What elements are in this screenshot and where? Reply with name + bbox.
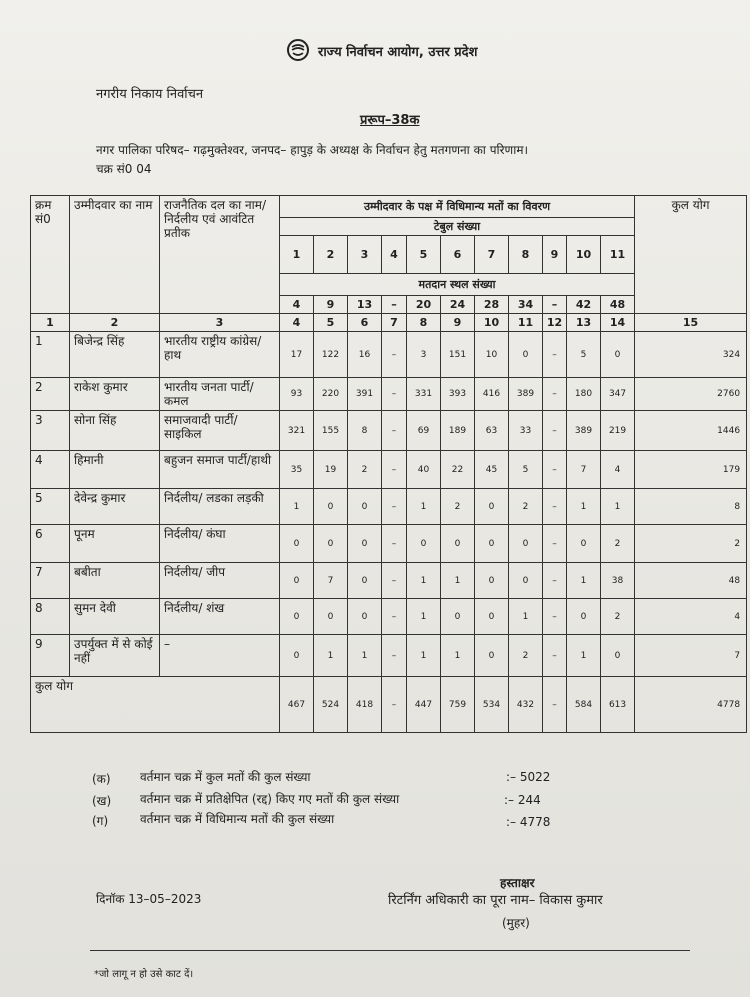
row-vote-cell: – (543, 635, 567, 677)
row-party-symbol: निर्दलीय/ शंख (160, 599, 280, 635)
booth-number-cell: 4 (280, 296, 314, 314)
row-vote-cell: – (382, 332, 407, 378)
row-serial: 2 (31, 378, 70, 411)
summary-key: (क) (92, 772, 111, 786)
booth-number-cell: – (543, 296, 567, 314)
grand-total-cell: 534 (475, 677, 509, 733)
round-number: चक्र सं0 04 (96, 162, 152, 176)
row-vote-cell: 180 (567, 378, 601, 411)
row-vote-cell: – (382, 635, 407, 677)
booth-number-cell: 42 (567, 296, 601, 314)
row-vote-cell: 7 (314, 563, 348, 599)
row-vote-cell: 389 (509, 378, 543, 411)
header-party: राजनैतिक दल का नाम/ निर्दलीय एवं आवंटित प्रतीक (160, 196, 280, 314)
row-total: 2 (635, 525, 747, 563)
header-booth-number: मतदान स्थल संख्या (280, 274, 635, 296)
row-vote-cell: 0 (407, 525, 441, 563)
row-vote-cell: 7 (567, 451, 601, 489)
booth-number-cell: 9 (314, 296, 348, 314)
row-vote-cell: 1 (407, 599, 441, 635)
row-vote-cell: 8 (348, 411, 382, 451)
row-candidate-name: सुमन देवी (70, 599, 160, 635)
column-index-cell: 12 (543, 314, 567, 332)
row-vote-cell: 0 (348, 489, 382, 525)
row-vote-cell: 0 (475, 525, 509, 563)
grand-total-cell: 418 (348, 677, 382, 733)
row-vote-cell: 22 (441, 451, 475, 489)
row-vote-cell: 1 (314, 635, 348, 677)
subject-line: नगर पालिका परिषद– गढ़मुक्तेश्वर, जनपद– हापुड़ के अध्यक्ष के निर्वाचन हेतु मतगणना का परिणाम। (96, 143, 529, 157)
row-vote-cell: – (543, 332, 567, 378)
row-vote-cell: 45 (475, 451, 509, 489)
table-row (31, 451, 747, 489)
booth-number-cell: – (382, 296, 407, 314)
row-vote-cell: 0 (314, 599, 348, 635)
row-vote-cell: 0 (348, 525, 382, 563)
column-index-cell: 8 (407, 314, 441, 332)
table-number-cell: 6 (441, 236, 475, 274)
row-vote-cell: 1 (348, 635, 382, 677)
row-vote-cell: 0 (601, 635, 635, 677)
election-type: नगरीय निकाय निर्वाचन (96, 87, 204, 102)
column-index-row (31, 314, 747, 332)
row-vote-cell: 0 (509, 563, 543, 599)
header-candidate: उम्मीदवार का नाम (70, 196, 160, 314)
row-vote-cell: – (543, 451, 567, 489)
row-vote-cell: 0 (280, 563, 314, 599)
row-total: 179 (635, 451, 747, 489)
grand-total-cell: – (543, 677, 567, 733)
row-vote-cell: – (543, 411, 567, 451)
row-total: 7 (635, 635, 747, 677)
table-number-cell: 9 (543, 236, 567, 274)
row-vote-cell: 391 (348, 378, 382, 411)
row-total: 8 (635, 489, 747, 525)
table-row (31, 563, 747, 599)
row-vote-cell: 416 (475, 378, 509, 411)
row-candidate-name: उपर्युक्त में से कोई नहीं (70, 635, 160, 677)
result-table (30, 195, 747, 733)
summary-key: (ख) (92, 794, 112, 808)
row-vote-cell: 1 (567, 563, 601, 599)
summary-text: वर्तमान चक्र में प्रतिक्षेपित (रद्द) किए गए मतों की कुल संख्या (140, 792, 400, 806)
row-party-symbol: भारतीय राष्ट्रीय कांग्रेस/हाथ (160, 332, 280, 378)
row-vote-cell: 155 (314, 411, 348, 451)
row-party-symbol: निर्दलीय/ कंघा (160, 525, 280, 563)
grand-total-cell: – (382, 677, 407, 733)
row-vote-cell: 16 (348, 332, 382, 378)
row-vote-cell: 331 (407, 378, 441, 411)
grand-total-cell: 584 (567, 677, 601, 733)
row-vote-cell: – (382, 525, 407, 563)
column-index-cell: 11 (509, 314, 543, 332)
row-party-symbol: – (160, 635, 280, 677)
row-vote-cell: 35 (280, 451, 314, 489)
table-number-cell: 7 (475, 236, 509, 274)
column-index-cell: 15 (635, 314, 747, 332)
table-row (31, 525, 747, 563)
summary-value: :– 4778 (506, 815, 551, 829)
row-party-symbol: निर्दलीय/ लडका लड़की (160, 489, 280, 525)
grand-total-cell: 432 (509, 677, 543, 733)
row-vote-cell: 2 (509, 489, 543, 525)
table-number-cell: 4 (382, 236, 407, 274)
row-candidate-name: सोना सिंह (70, 411, 160, 451)
row-vote-cell: 0 (509, 525, 543, 563)
table-number-cell: 3 (348, 236, 382, 274)
row-vote-cell: 1 (407, 563, 441, 599)
row-vote-cell: 63 (475, 411, 509, 451)
grand-total-cell: 613 (601, 677, 635, 733)
row-vote-cell: 40 (407, 451, 441, 489)
row-vote-cell: 2 (509, 635, 543, 677)
row-vote-cell: 151 (441, 332, 475, 378)
row-vote-cell: 389 (567, 411, 601, 451)
row-vote-cell: 10 (475, 332, 509, 378)
booth-number-cell: 48 (601, 296, 635, 314)
row-candidate-name: देवेन्द्र कुमार (70, 489, 160, 525)
row-vote-cell: 0 (475, 599, 509, 635)
row-vote-cell: 17 (280, 332, 314, 378)
row-vote-cell: 219 (601, 411, 635, 451)
booth-number-cell: 34 (509, 296, 543, 314)
row-vote-cell: 0 (314, 489, 348, 525)
row-vote-cell: 1 (407, 635, 441, 677)
row-vote-cell: 220 (314, 378, 348, 411)
table-number-cell: 8 (509, 236, 543, 274)
row-vote-cell: – (382, 563, 407, 599)
row-vote-cell: 393 (441, 378, 475, 411)
row-serial: 7 (31, 563, 70, 599)
summary-value: :– 244 (504, 793, 541, 807)
summary-value: :– 5022 (506, 770, 551, 784)
header-total: कुल योग (635, 196, 747, 314)
row-vote-cell: 0 (441, 525, 475, 563)
row-vote-cell: – (543, 378, 567, 411)
row-vote-cell: 93 (280, 378, 314, 411)
table-number-cell: 1 (280, 236, 314, 274)
row-party-symbol: भारतीय जनता पार्टी/कमल (160, 378, 280, 411)
commission-emblem-icon (286, 38, 310, 62)
row-party-symbol: बहुजन समाज पार्टी/हाथी (160, 451, 280, 489)
grand-total-cell: 759 (441, 677, 475, 733)
grand-total-value: 4778 (635, 677, 747, 733)
summary-item (92, 790, 400, 809)
row-vote-cell: 1 (601, 489, 635, 525)
table-number-cell: 5 (407, 236, 441, 274)
row-party-symbol: समाजवादी पार्टी/ साइकिल (160, 411, 280, 451)
column-index-cell: 5 (314, 314, 348, 332)
row-vote-cell: 0 (441, 599, 475, 635)
signature-label: हस्ताक्षर (500, 876, 535, 890)
table-row (31, 599, 747, 635)
row-vote-cell: 0 (348, 563, 382, 599)
row-vote-cell: 5 (509, 451, 543, 489)
table-row (31, 411, 747, 451)
header-table-number: टेबुल संख्या (280, 218, 635, 236)
row-vote-cell: 0 (509, 332, 543, 378)
row-vote-cell: – (543, 599, 567, 635)
row-serial: 6 (31, 525, 70, 563)
row-vote-cell: 19 (314, 451, 348, 489)
row-vote-cell: 1 (567, 635, 601, 677)
row-serial: 8 (31, 599, 70, 635)
row-serial: 9 (31, 635, 70, 677)
table-row (31, 378, 747, 411)
row-candidate-name: पूनम (70, 525, 160, 563)
column-index-cell: 9 (441, 314, 475, 332)
row-vote-cell: 5 (567, 332, 601, 378)
row-vote-cell: 38 (601, 563, 635, 599)
row-vote-cell: – (543, 525, 567, 563)
row-vote-cell: 69 (407, 411, 441, 451)
row-total: 4 (635, 599, 747, 635)
form-number: प्ररूप–38क (360, 113, 420, 128)
row-vote-cell: 0 (475, 489, 509, 525)
row-vote-cell: 321 (280, 411, 314, 451)
row-candidate-name: हिमानी (70, 451, 160, 489)
column-index-cell: 1 (31, 314, 70, 332)
grand-total-label: कुल योग (31, 677, 280, 733)
row-party-symbol: निर्दलीय/ जीप (160, 563, 280, 599)
summary-text: वर्तमान चक्र में कुल मतों की कुल संख्या (140, 770, 311, 784)
column-index-cell: 4 (280, 314, 314, 332)
returning-officer: रिटर्निंग अधिकारी का पूरा नाम– विकास कुमार (388, 893, 603, 908)
table-number-cell: 2 (314, 236, 348, 274)
row-vote-cell: 4 (601, 451, 635, 489)
row-vote-cell: – (382, 378, 407, 411)
row-vote-cell: 0 (567, 599, 601, 635)
booth-number-cell: 20 (407, 296, 441, 314)
row-vote-cell: 0 (280, 635, 314, 677)
row-vote-cell: 1 (407, 489, 441, 525)
row-vote-cell: 347 (601, 378, 635, 411)
row-total: 324 (635, 332, 747, 378)
footnote: *जो लागू न हो उसे काट दें। (94, 969, 194, 980)
column-index-cell: 10 (475, 314, 509, 332)
row-vote-cell: 0 (567, 525, 601, 563)
table-number-cell: 11 (601, 236, 635, 274)
row-candidate-name: राकेश कुमार (70, 378, 160, 411)
header-serial: क्रम सं0 (31, 196, 70, 314)
seal-label: (मुहर) (502, 916, 530, 930)
summary-text: वर्तमान चक्र में विधिमान्य मतों की कुल संख्या (140, 812, 335, 826)
report-date: दिनॉक 13–05–2023 (96, 892, 202, 906)
row-vote-cell: 0 (280, 525, 314, 563)
row-candidate-name: बिजेन्द्र सिंह (70, 332, 160, 378)
row-vote-cell: – (543, 563, 567, 599)
row-vote-cell: 2 (601, 599, 635, 635)
row-vote-cell: – (382, 411, 407, 451)
summary-item (92, 810, 335, 829)
booth-number-cell: 24 (441, 296, 475, 314)
row-vote-cell: 1 (280, 489, 314, 525)
row-serial: 1 (31, 332, 70, 378)
row-vote-cell: 122 (314, 332, 348, 378)
table-row (31, 332, 747, 378)
grand-total-cell: 447 (407, 677, 441, 733)
row-vote-cell: 3 (407, 332, 441, 378)
row-vote-cell: 0 (314, 525, 348, 563)
row-candidate-name: बबीता (70, 563, 160, 599)
column-index-cell: 7 (382, 314, 407, 332)
commission-name: राज्य निर्वाचन आयोग, उत्तर प्रदेश (318, 45, 478, 60)
row-vote-cell: 1 (441, 635, 475, 677)
row-vote-cell: – (382, 451, 407, 489)
row-vote-cell: 2 (441, 489, 475, 525)
summary-item (92, 768, 311, 787)
row-vote-cell: – (382, 599, 407, 635)
row-vote-cell: 0 (348, 599, 382, 635)
row-serial: 4 (31, 451, 70, 489)
grand-total-cell: 524 (314, 677, 348, 733)
summary-key: (ग) (92, 814, 109, 828)
row-vote-cell: 2 (348, 451, 382, 489)
row-total: 1446 (635, 411, 747, 451)
row-vote-cell: 0 (601, 332, 635, 378)
row-vote-cell: 1 (509, 599, 543, 635)
row-vote-cell: 2 (601, 525, 635, 563)
footer-divider (90, 950, 690, 951)
row-total: 2760 (635, 378, 747, 411)
row-vote-cell: 189 (441, 411, 475, 451)
row-vote-cell: 0 (475, 563, 509, 599)
row-vote-cell: – (382, 489, 407, 525)
row-vote-cell: 0 (475, 635, 509, 677)
column-index-cell: 2 (70, 314, 160, 332)
column-index-cell: 14 (601, 314, 635, 332)
grand-total-cell: 467 (280, 677, 314, 733)
column-index-cell: 13 (567, 314, 601, 332)
header-votes-detail: उम्मीदवार के पक्ष में विधिमान्य मतों का विवरण (280, 196, 635, 218)
row-serial: 3 (31, 411, 70, 451)
booth-number-cell: 13 (348, 296, 382, 314)
row-total: 48 (635, 563, 747, 599)
row-vote-cell: 1 (567, 489, 601, 525)
table-number-cell: 10 (567, 236, 601, 274)
table-row (31, 635, 747, 677)
row-vote-cell: 1 (441, 563, 475, 599)
row-vote-cell: – (543, 489, 567, 525)
row-vote-cell: 0 (280, 599, 314, 635)
grand-total-row (31, 677, 747, 733)
table-row (31, 489, 747, 525)
booth-number-cell: 28 (475, 296, 509, 314)
row-serial: 5 (31, 489, 70, 525)
column-index-cell: 3 (160, 314, 280, 332)
column-index-cell: 6 (348, 314, 382, 332)
row-vote-cell: 33 (509, 411, 543, 451)
